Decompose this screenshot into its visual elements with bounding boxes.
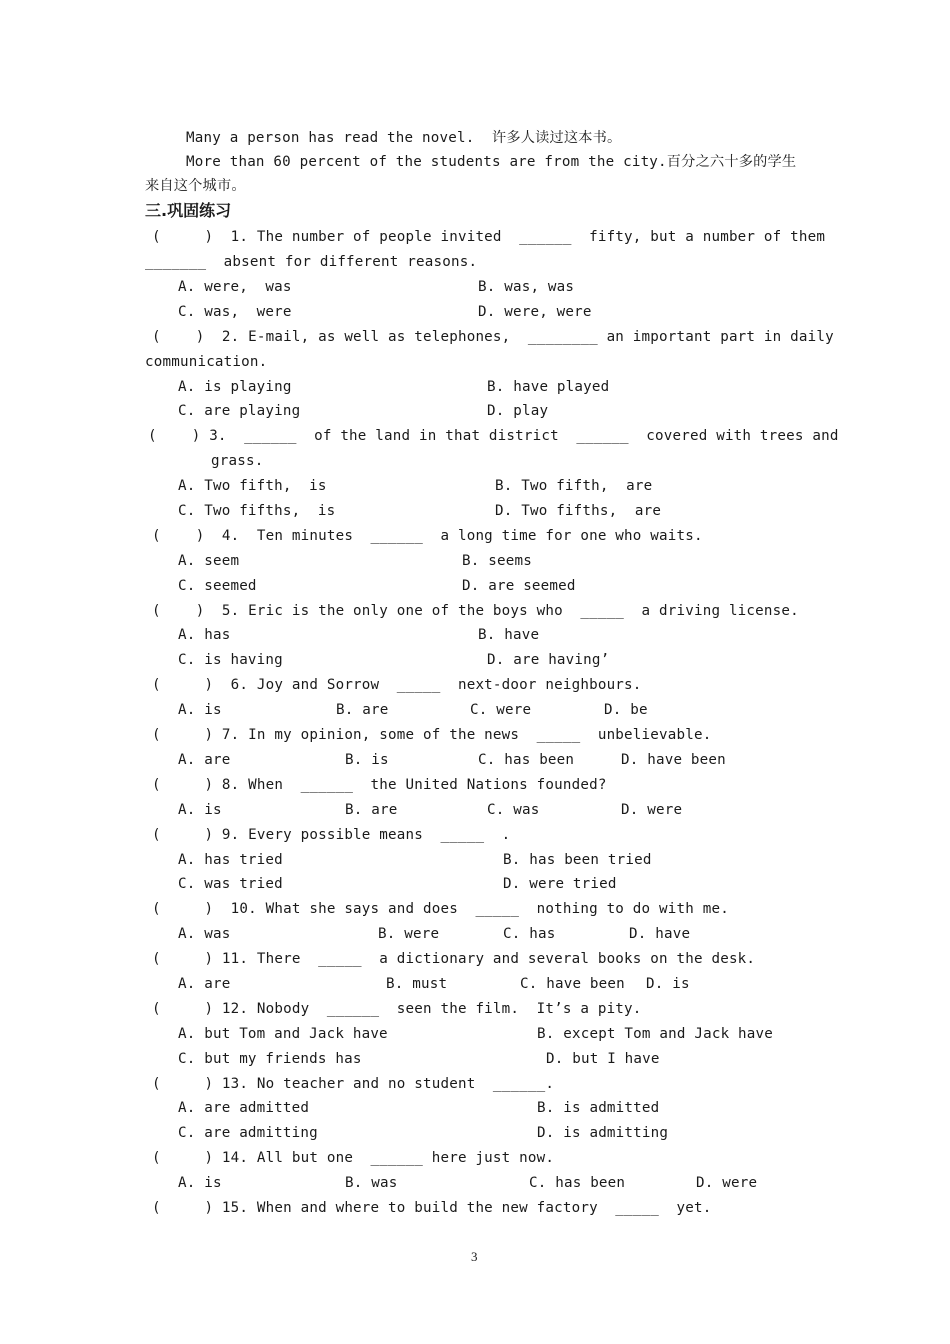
option-2a: A. is playing [178,379,292,395]
option-2d: D. play [487,403,549,419]
option-9b: B. has been tried [503,852,652,868]
question-3-cont: grass. [211,453,264,469]
question-1-cont: _______ absent for different reasons. [145,254,478,270]
intro-line-1: Many a person has read the novel. 许多人读过这本书。 [186,130,622,146]
option-3b: B. Two fifth, are [495,478,653,494]
option-11d: D. is [646,976,690,992]
option-11a: A. are [178,976,231,992]
option-7c: C. has been [478,752,575,768]
option-12c: C. but my friends has [178,1051,362,1067]
question-1: ( ) 1. The number of people invited ______ fifty, but a number of them [152,229,826,245]
option-8c: C. was [487,802,540,818]
option-2b: B. have played [487,379,610,395]
question-10: ( ) 10. What she says and does _____ nothing to do with me. [152,901,729,917]
option-11b: B. must [386,976,448,992]
option-5c: C. is having [178,652,283,668]
option-13b: B. is admitted [537,1100,660,1116]
page-number: 3 [471,1249,478,1264]
option-12a: A. but Tom and Jack have [178,1026,388,1042]
question-14: ( ) 14. All but one ______ here just now. [152,1150,555,1166]
option-4c: C. seemed [178,578,257,594]
question-15: ( ) 15. When and where to build the new factory _____ yet. [152,1200,712,1216]
option-13a: A. are admitted [178,1100,310,1116]
option-10a: A. was [178,926,231,942]
question-7: ( ) 7. In my opinion, some of the news _____ unbelievable. [152,727,712,743]
option-14b: B. was [345,1175,398,1191]
question-2: ( ) 2. E-mail, as well as telephones, ________ an important part in daily [152,329,834,345]
option-5a: A. has [178,627,231,643]
option-1d: D. were, were [478,304,592,320]
option-9c: C. was tried [178,876,283,892]
option-5d: D. are having’ [487,652,610,668]
option-4d: D. are seemed [462,578,576,594]
question-13: ( ) 13. No teacher and no student ______. [152,1076,555,1092]
option-10b: B. were [378,926,440,942]
intro-line-3: 来自这个城市。 [145,178,246,194]
option-10d: D. have [629,926,691,942]
option-6a: A. is [178,702,222,718]
option-7b: B. is [345,752,389,768]
question-8: ( ) 8. When ______ the United Nations founded? [152,777,607,793]
option-5b: B. have [478,627,540,643]
option-9d: D. were tried [503,876,617,892]
question-11: ( ) 11. There _____ a dictionary and several books on the desk. [152,951,756,967]
option-8b: B. are [345,802,398,818]
option-4a: A. seem [178,553,240,569]
option-3a: A. Two fifth, is [178,478,327,494]
question-12: ( ) 12. Nobody ______ seen the film. It’s a pity. [152,1001,642,1017]
option-7d: D. have been [621,752,726,768]
option-6b: B. are [336,702,389,718]
option-6c: C. were [470,702,532,718]
option-9a: A. has tried [178,852,283,868]
question-9: ( ) 9. Every possible means _____ . [152,827,511,843]
option-7a: A. are [178,752,231,768]
question-6: ( ) 6. Joy and Sorrow _____ next-door neighbours. [152,677,642,693]
intro-line-2: More than 60 percent of the students are from the city.百分之六十多的学生 [186,154,797,170]
option-1a: A. were, was [178,279,292,295]
option-14d: D. were [696,1175,758,1191]
section-title: 三.巩固练习 [145,201,232,220]
option-3d: D. Two fifths, are [495,503,662,519]
option-11c: C. have been [520,976,625,992]
option-13d: D. is admitting [537,1125,669,1141]
option-14a: A. is [178,1175,222,1191]
option-13c: C. are admitting [178,1125,318,1141]
question-2-cont: communication. [145,354,268,370]
question-4: ( ) 4. Ten minutes ______ a long time for one who waits. [152,528,703,544]
option-1b: B. was, was [478,279,575,295]
option-12b: B. except Tom and Jack have [537,1026,774,1042]
option-4b: B. seems [462,553,532,569]
option-12d: D. but I have [546,1051,660,1067]
question-3: ( ) 3. ______ of the land in that district ______ covered with trees and [148,428,839,444]
option-2c: C. are playing [178,403,301,419]
option-10c: C. has [503,926,556,942]
option-8a: A. is [178,802,222,818]
question-5: ( ) 5. Eric is the only one of the boys who _____ a driving license. [152,603,799,619]
option-8d: D. were [621,802,683,818]
option-6d: D. be [604,702,648,718]
option-1c: C. was, were [178,304,292,320]
option-14c: C. has been [529,1175,626,1191]
option-3c: C. Two fifths, is [178,503,336,519]
